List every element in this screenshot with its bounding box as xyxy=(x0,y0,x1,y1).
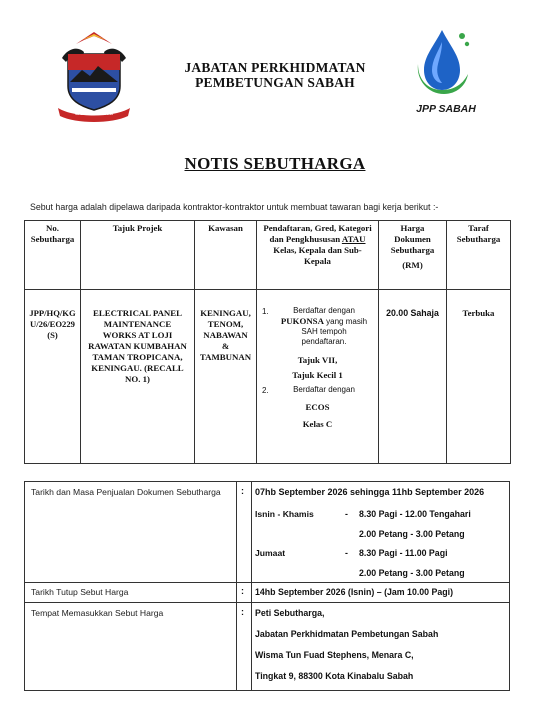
area-line: TENOM, xyxy=(207,319,244,329)
header-price xyxy=(379,221,447,290)
area-line: KENINGAU, xyxy=(200,308,251,318)
header-price-unit: (RM) xyxy=(402,260,423,270)
cell-price: 20.00 Sahaja xyxy=(379,290,447,464)
submit-line-1: Peti Sebutharga, xyxy=(255,608,325,618)
crest-motto: SABAH MAJU JAYA xyxy=(75,111,113,116)
header-registration xyxy=(257,221,379,290)
sale-value: 07hb September 2026 sehingga 11hb September 2026 xyxy=(255,487,485,497)
details-box xyxy=(24,481,510,691)
requirement-number: 2. xyxy=(262,386,269,395)
table-header-row xyxy=(25,221,511,290)
area-line: TAMBUNAN xyxy=(199,352,252,362)
area-line: NABAWAN xyxy=(203,330,248,340)
header-registration-pre: Pendaftaran, Gred, Kategori dan Pengkhususan xyxy=(263,223,372,244)
details-row-close xyxy=(25,582,509,603)
cell-registration xyxy=(257,290,379,464)
colon: : xyxy=(241,607,244,617)
weekday-time-1: 8.30 Pagi - 12.00 Tengahari xyxy=(359,509,471,519)
submit-line-3: Wisma Tun Fuad Stephens, Menara C, xyxy=(255,650,414,660)
area-line: & xyxy=(221,341,230,351)
close-value: 14hb September 2026 (Isnin) – (Jam 10.00 Pagi) xyxy=(255,587,454,597)
requirement-number: 1. xyxy=(262,307,269,316)
quotation-table xyxy=(24,220,511,464)
intro-text: Sebut harga adalah dipelawa daripada kontraktor-kontraktor untuk membuat tawaran bagi kerja berikut :- xyxy=(30,202,439,212)
department-title xyxy=(150,60,400,90)
weekday-label: Isnin - Khamis xyxy=(255,509,314,519)
weekday-dash: - xyxy=(345,509,348,519)
requirement-text: Berdaftar dengan xyxy=(293,385,355,394)
req1-pre: Berdaftar dengan xyxy=(293,306,355,315)
sabah-crest-icon xyxy=(54,26,134,122)
table-row xyxy=(25,290,511,464)
requirement-text xyxy=(278,306,370,347)
jpp-water-drop-icon xyxy=(412,28,472,98)
logo-label: JPP SABAH xyxy=(416,103,476,115)
header-status: Taraf Sebutharga xyxy=(447,221,511,290)
header-no: No. Sebutharga xyxy=(25,221,81,290)
weekday-time-2: 2.00 Petang - 3.00 Petang xyxy=(359,529,465,539)
department-line-1: JABATAN PERKHIDMATAN xyxy=(184,60,366,75)
cell-project: ELECTRICAL PANEL MAINTENANCE WORKS AT LOJI RAWATAN KUMBAHAN TAMAN TROPICANA, KENINGAU. (RECALL NO. 1) xyxy=(81,290,195,464)
req2-body: ECOS xyxy=(305,402,330,412)
cell-status: Terbuka xyxy=(447,290,511,464)
colon: : xyxy=(241,586,244,596)
requirement-2 xyxy=(260,385,375,396)
req1-tajuk: Tajuk VII, xyxy=(297,355,338,365)
friday-label: Jumaat xyxy=(255,548,286,558)
req1-post: yang masih SAH tempoh pendaftaran. xyxy=(301,317,368,346)
details-row-submit xyxy=(25,603,509,689)
notice-title: NOTIS SEBUTHARGA xyxy=(184,154,366,173)
req1-body: PUKONSA xyxy=(280,316,324,326)
requirement-1 xyxy=(260,306,375,347)
cell-no: JPP/HQ/KGU/26/EO229(S) xyxy=(25,290,81,464)
submit-line-4: Tingkat 9, 88300 Kota Kinabalu Sabah xyxy=(255,671,414,681)
submit-line-2: Jabatan Perkhidmatan Pembetungan Sabah xyxy=(255,629,439,639)
details-row-sale xyxy=(25,482,509,583)
friday-time-1: 8.30 Pagi - 11.00 Pagi xyxy=(359,548,448,558)
sale-label: Tarikh dan Masa Penjualan Dokumen Sebutharga xyxy=(31,487,221,497)
department-line-2: PEMBETUNGAN SABAH xyxy=(195,75,355,90)
colon: : xyxy=(241,486,244,496)
close-label: Tarikh Tutup Sebut Harga xyxy=(31,587,129,597)
cell-area xyxy=(195,290,257,464)
friday-dash: - xyxy=(345,548,348,558)
header-price-label: Harga Dokumen Sebutharga xyxy=(390,223,435,255)
header-registration-atau: ATAU xyxy=(341,234,366,244)
header-registration-post: Kelas, Kepala dan Sub-Kepala xyxy=(273,245,362,266)
header-project: Tajuk Projek xyxy=(81,221,195,290)
header-area: Kawasan xyxy=(195,221,257,290)
req1-tajuk-kecil: Tajuk Kecil 1 xyxy=(292,370,343,380)
friday-time-2: 2.00 Petang - 3.00 Petang xyxy=(359,568,465,578)
req2-kelas: Kelas C xyxy=(302,419,333,429)
submit-label: Tempat Memasukkan Sebut Harga xyxy=(31,608,164,618)
